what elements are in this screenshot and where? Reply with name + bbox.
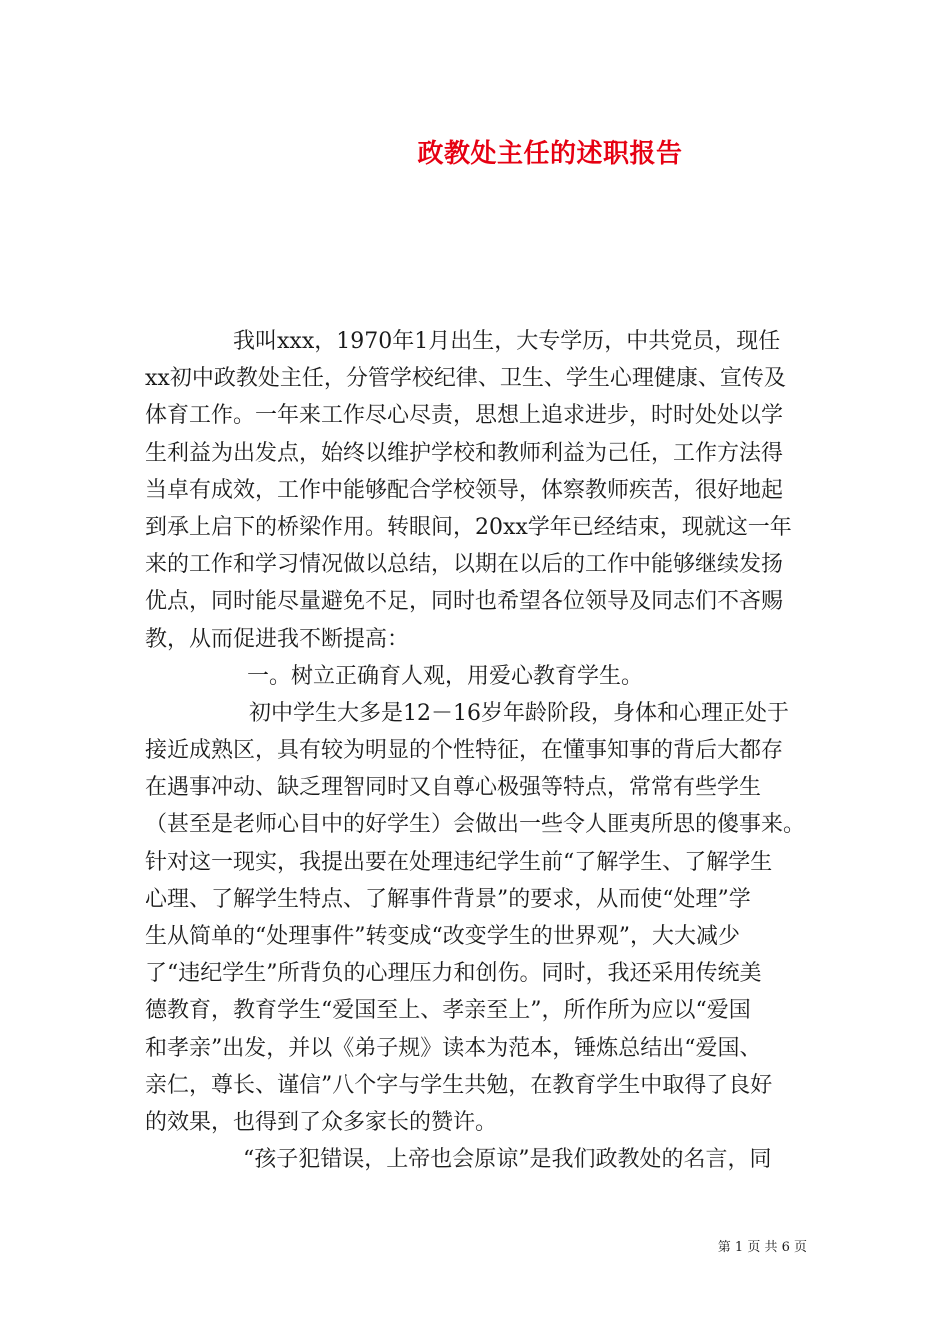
body-line: 教，从而促进我不断提高： <box>145 626 410 652</box>
body-line: 针对这一现实，我提出要在处理违纪学生前“了解学生、了解学生 <box>145 849 773 875</box>
body-line: 初中学生大多是12－16岁年龄阶段，身体和心理正处于 <box>249 700 789 726</box>
body-line: （甚至是老师心目中的好学生）会做出一些令人匪夷所思的傻事来。 <box>145 812 806 838</box>
document-title: 政教处主任的述职报告 <box>417 139 683 169</box>
body-line: 接近成熟区，具有较为明显的个性特征，在懂事知事的背后大都存 <box>145 738 784 764</box>
body-line: 到承上启下的桥梁作用。转眼间，20xx学年已经结束，现就这一年 <box>145 514 792 540</box>
body-line: 在遇事冲动、缺乏理智同时又自尊心极强等特点，常常有些学生 <box>145 775 762 801</box>
body-line: 我叫xxx，1970年1月出生，大专学历，中共党员，现任 <box>233 329 781 354</box>
body-line: 德教育，教育学生“爱国至上、孝亲至上”，所作所为应以“爱国 <box>145 998 751 1024</box>
body-line: 亲仁，尊长、谨信”八个字与学生共勉，在教育学生中取得了良好 <box>145 1072 773 1098</box>
section-heading: 一。树立正确育人观，用爱心教育学生。 <box>247 663 644 689</box>
page-number: 第 1 页 共 6 页 <box>717 1240 807 1255</box>
body-line: 来的工作和学习情况做以总结，以期在以后的工作中能够继续发扬 <box>145 552 784 578</box>
body-line: 当卓有成效，工作中能够配合学校领导，体察教师疾苦，很好地起 <box>145 477 784 503</box>
body-line: 体育工作。一年来工作尽心尽责，思想上追求进步，时时处处以学 <box>145 403 784 429</box>
body-line: 了“违纪学生”所背负的心理压力和创伤。同时，我还采用传统美 <box>145 961 762 987</box>
document-body <box>145 323 815 1178</box>
body-line: xx初中政教处主任，分管学校纪律、卫生、学生心理健康、宣传及 <box>145 366 786 392</box>
body-line: 心理、了解学生特点、了解事件背景”的要求，从而使“处理”学 <box>145 886 751 912</box>
body-line: 优点，同时能尽量避免不足，同时也希望各位领导及同志们不吝赐 <box>145 589 784 615</box>
body-line: 生从简单的“处理事件”转变成“改变学生的世界观”，大大减少 <box>145 924 740 949</box>
body-line: “孩子犯错误，上帝也会原谅”是我们政教处的名言，同 <box>243 1147 772 1173</box>
body-line: 和孝亲”出发，并以《弟子规》读本为范本，锤炼总结出“爱国、 <box>145 1035 762 1061</box>
body-line: 生利益为出发点，始终以维护学校和教师利益为己任，工作方法得 <box>145 440 784 466</box>
body-line: 的效果，也得到了众多家长的赞许。 <box>145 1109 498 1135</box>
